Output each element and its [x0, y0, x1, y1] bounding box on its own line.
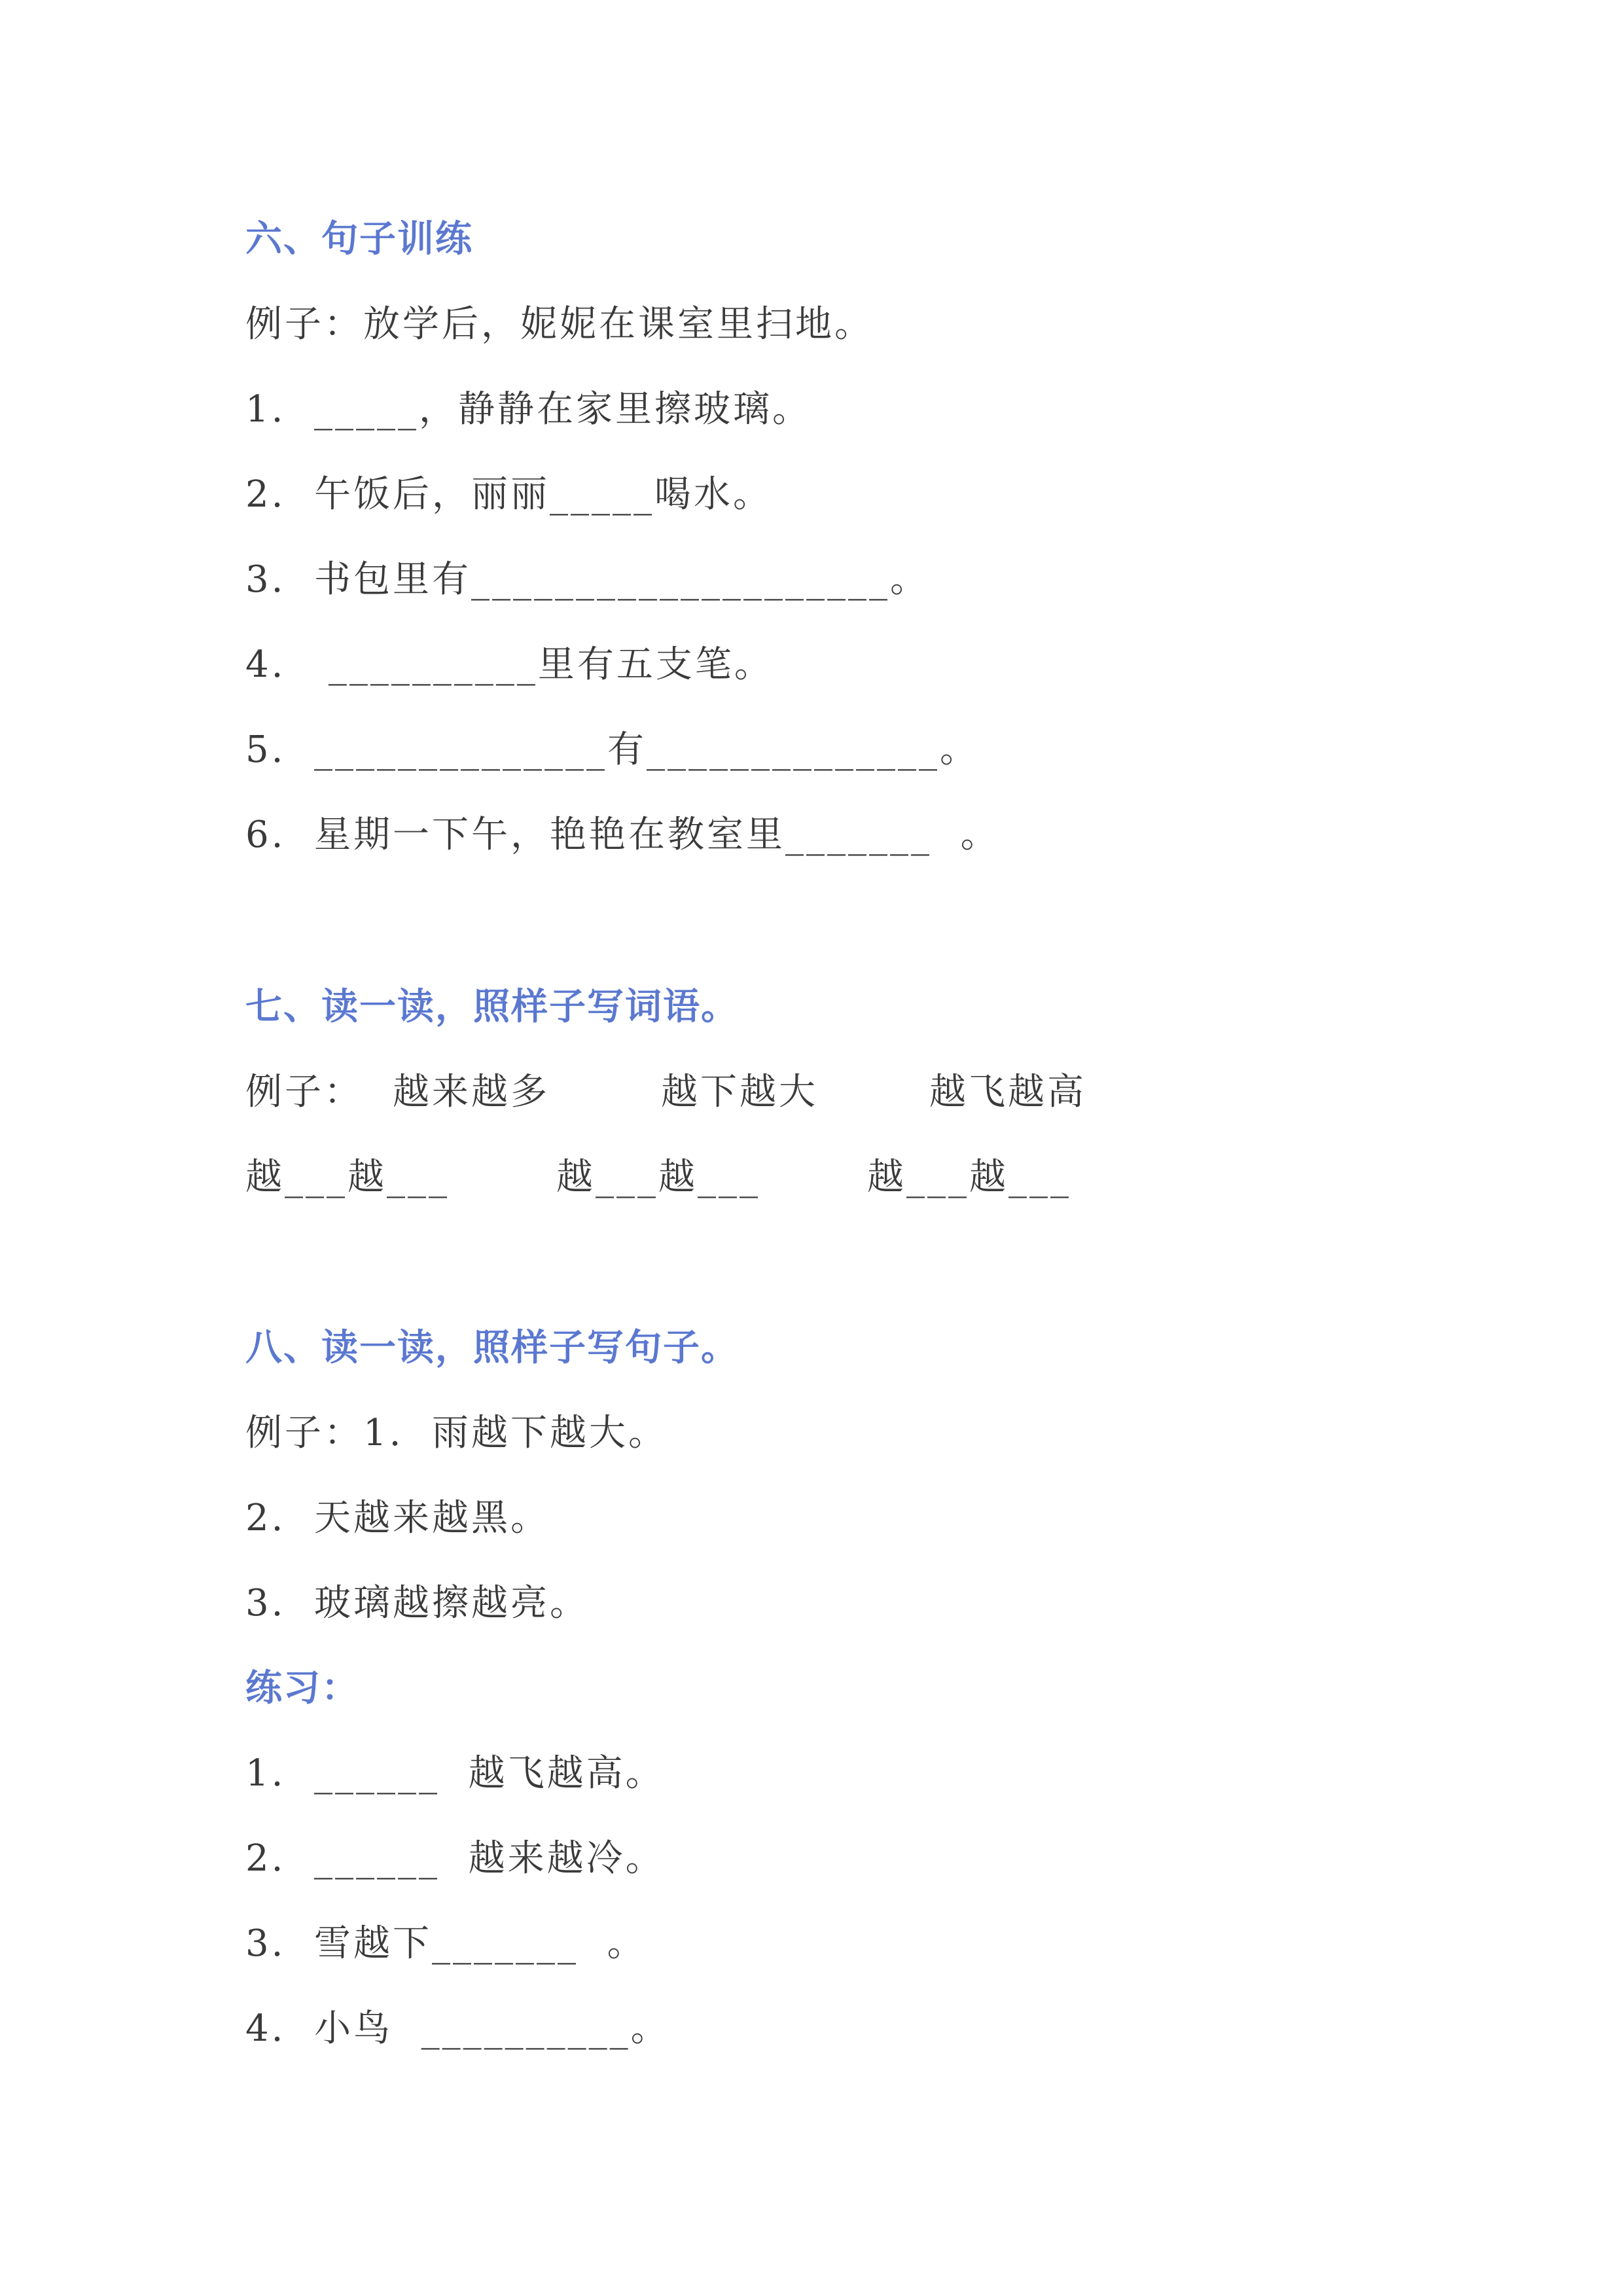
section-7-blank-3: 越___越___ [867, 1156, 1071, 1198]
practice-item-3: 3. 雪越下_______ 。 [245, 1922, 647, 1965]
section-6-item-5: 5. ______________有______________。 [245, 728, 980, 771]
section-8-example-3: 3. 玻璃越擦越亮。 [245, 1582, 590, 1624]
section-7-example-word-1: 越来越多 [393, 1071, 550, 1113]
practice-item-2: 2. ______ 越来越冷。 [245, 1837, 665, 1880]
practice-item-1: 1. ______ 越飞越高。 [245, 1752, 665, 1795]
section-7-example-word-2: 越下越大 [661, 1071, 818, 1113]
section-6-item-1: 1. _____，静静在家里擦玻璃。 [245, 388, 812, 431]
section-8-example-1: 例子：1. 雨越下越大。 [245, 1412, 668, 1454]
section-7-example-row [245, 1069, 1358, 1116]
section-7-blank-1: 越___越___ [245, 1156, 450, 1198]
section-6-item-6: 6. 星期一下午，艳艳在教室里_______ 。 [245, 814, 1000, 856]
section-8-example-2: 2. 天越来越黑。 [245, 1497, 550, 1539]
practice-label: 练习： [245, 1667, 359, 1710]
section-6-item-2: 2. 午饭后，丽丽_____喝水。 [245, 473, 773, 516]
section-6-example: 例子：放学后，妮妮在课室里扫地。 [245, 303, 874, 346]
practice-item-4: 4. 小鸟 __________。 [245, 2007, 670, 2050]
section-6-item-3: 3. 书包里有____________________。 [245, 558, 930, 601]
section-7-example-word-3: 越飞越高 [929, 1071, 1086, 1113]
section-6-heading: 六、句子训练 [245, 218, 473, 260]
section-7-heading: 七、读一读，照样子写词语。 [245, 986, 739, 1028]
section-7-example-label: 例子： [245, 1071, 363, 1113]
section-6-item-4: 4. __________里有五支笔。 [245, 643, 774, 686]
section-8-heading: 八、读一读，照样子写句子。 [245, 1327, 739, 1369]
section-7-blank-2: 越___越___ [556, 1156, 760, 1198]
section-7-blank-row [245, 1154, 1358, 1201]
